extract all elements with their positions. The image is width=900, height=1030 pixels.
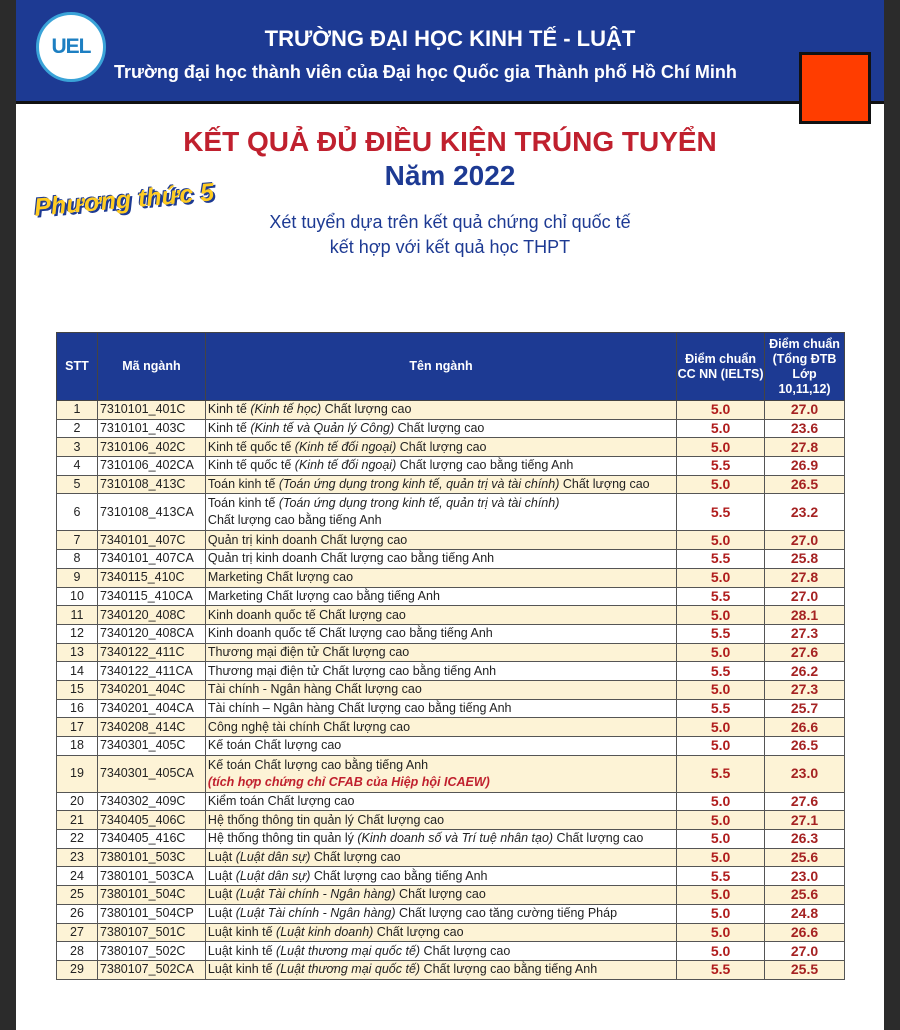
program-name-part: (Luật Tài chính - Ngân hàng) xyxy=(235,906,396,921)
program-name-part: Luật kinh tế xyxy=(207,943,277,958)
table-row xyxy=(57,662,845,681)
row-program-name xyxy=(205,942,676,961)
orange-square-marker xyxy=(799,52,871,124)
program-name-part: Quản trị kinh doanh Chất lượng cao xyxy=(207,532,408,547)
program-name-part: Kế toán Chất lượng cao bằng tiếng Anh xyxy=(207,757,429,772)
row-code: 7380107_501C xyxy=(97,923,205,942)
row-program-name xyxy=(205,718,676,737)
row-program-name xyxy=(205,662,676,681)
row-stt: 23 xyxy=(57,848,98,867)
row-gpa-score: 24.8 xyxy=(765,904,845,923)
program-name-part: Quản trị kinh doanh Chất lượng cao bằng tiếng Anh xyxy=(207,551,495,566)
row-gpa-score: 27.3 xyxy=(765,680,845,699)
table-row xyxy=(57,904,845,923)
program-name-part: Chất lượng cao bằng tiếng Anh xyxy=(207,513,382,528)
row-code: 7380107_502C xyxy=(97,942,205,961)
row-gpa-score: 26.5 xyxy=(765,737,845,756)
row-gpa-score: 23.0 xyxy=(765,867,845,886)
program-name-part: Toán kinh tế xyxy=(207,477,279,492)
row-code: 7310108_413C xyxy=(97,475,205,494)
table-header-row xyxy=(57,333,845,401)
row-code: 7340115_410C xyxy=(97,568,205,587)
row-gpa-score: 25.5 xyxy=(765,960,845,979)
row-gpa-score: 25.7 xyxy=(765,699,845,718)
row-code: 7380101_503CA xyxy=(97,867,205,886)
program-name-part: Chất lượng cao bằng tiếng Anh xyxy=(396,458,574,473)
row-gpa-score: 23.0 xyxy=(765,755,845,792)
program-name-part: Hệ thống thông tin quản lý xyxy=(207,831,358,846)
row-ielts-score: 5.0 xyxy=(677,438,765,457)
row-code: 7340301_405C xyxy=(97,737,205,756)
page-title: KẾT QUẢ ĐỦ ĐIỀU KIỆN TRÚNG TUYỂN xyxy=(183,126,717,157)
program-name-part: Toán kinh tế xyxy=(207,496,279,511)
row-code: 7380107_502CA xyxy=(97,960,205,979)
program-name-part: Thương mại điện tử Chất lượng cao xyxy=(207,644,410,659)
program-name-part: (Kinh tế đối ngoại) xyxy=(294,458,397,473)
row-stt: 6 xyxy=(57,494,98,531)
row-gpa-score: 23.6 xyxy=(765,419,845,438)
row-ielts-score: 5.5 xyxy=(677,587,765,606)
program-name-part: (Toán ứng dụng trong kinh tế, quản trị và tài chính) xyxy=(278,496,560,511)
row-gpa-score: 25.6 xyxy=(765,848,845,867)
program-name-part: Kiểm toán Chất lượng cao xyxy=(207,794,355,809)
row-program-name xyxy=(205,643,676,662)
row-program-name xyxy=(205,680,676,699)
table-row xyxy=(57,550,845,569)
row-ielts-score: 5.0 xyxy=(677,568,765,587)
row-program-name xyxy=(205,737,676,756)
row-ielts-score: 5.5 xyxy=(677,624,765,643)
row-code: 7340101_407C xyxy=(97,531,205,550)
row-program-name xyxy=(205,848,676,867)
row-stt: 25 xyxy=(57,886,98,905)
row-ielts-score: 5.5 xyxy=(677,662,765,681)
table-row xyxy=(57,457,845,476)
row-stt: 8 xyxy=(57,550,98,569)
row-gpa-score: 27.0 xyxy=(765,942,845,961)
row-program-name xyxy=(205,457,676,476)
table-row xyxy=(57,755,845,792)
row-stt: 22 xyxy=(57,830,98,849)
table-row xyxy=(57,531,845,550)
program-name-part: Hệ thống thông tin quản lý Chất lượng cao xyxy=(207,812,445,827)
program-name-part: Luật xyxy=(207,868,236,883)
table-row xyxy=(57,475,845,494)
row-ielts-score: 5.0 xyxy=(677,904,765,923)
row-program-name xyxy=(205,568,676,587)
row-code: 7380101_503C xyxy=(97,848,205,867)
row-stt: 27 xyxy=(57,923,98,942)
row-ielts-score: 5.5 xyxy=(677,755,765,792)
row-stt: 1 xyxy=(57,401,98,420)
program-name-part: (Luật dân sự) xyxy=(235,868,311,883)
row-program-name xyxy=(205,867,676,886)
program-name-part: (Kinh doanh số và Trí tuệ nhân tạo) xyxy=(357,831,554,846)
program-name-part: Công nghệ tài chính Chất lượng cao xyxy=(207,719,411,734)
row-stt: 24 xyxy=(57,867,98,886)
row-ielts-score: 5.0 xyxy=(677,718,765,737)
university-header xyxy=(16,0,884,104)
table-row xyxy=(57,737,845,756)
row-stt: 10 xyxy=(57,587,98,606)
program-name-part: Chất lượng cao xyxy=(396,439,487,454)
table-row xyxy=(57,401,845,420)
row-gpa-score: 27.8 xyxy=(765,568,845,587)
program-name-part: Luật kinh tế xyxy=(207,924,277,939)
program-name-part: (Kinh tế và Quản lý Công) xyxy=(250,421,395,436)
row-program-name xyxy=(205,401,676,420)
row-gpa-score: 23.2 xyxy=(765,494,845,531)
row-stt: 2 xyxy=(57,419,98,438)
program-name-part: Luật xyxy=(207,906,236,921)
row-ielts-score: 5.5 xyxy=(677,867,765,886)
row-gpa-score: 26.6 xyxy=(765,718,845,737)
table-row xyxy=(57,606,845,625)
program-name-part: (Toán ứng dụng trong kinh tế, quản trị và tài chính) xyxy=(278,477,560,492)
logo-text: UEL xyxy=(51,35,91,58)
program-name-part: (Luật thương mại quốc tế) xyxy=(276,962,421,977)
header-gpa: Điểm chuẩn (Tổng ĐTB Lớp 10,11,12) xyxy=(765,333,845,401)
row-ielts-score: 5.0 xyxy=(677,942,765,961)
program-name-part: Luật xyxy=(207,850,236,865)
row-program-name xyxy=(205,624,676,643)
program-name-part: Chất lượng cao xyxy=(559,477,650,492)
row-program-name xyxy=(205,475,676,494)
row-stt: 20 xyxy=(57,792,98,811)
table-row xyxy=(57,419,845,438)
table-row xyxy=(57,960,845,979)
program-name-part: Thương mại điện tử Chất lượng cao bằng tiếng Anh xyxy=(207,663,497,678)
table-row xyxy=(57,923,845,942)
row-ielts-score: 5.0 xyxy=(677,531,765,550)
row-ielts-score: 5.0 xyxy=(677,680,765,699)
program-name-part: Luật kinh tế xyxy=(207,962,277,977)
method-badge: Phương thức 5 xyxy=(33,178,216,222)
row-program-name xyxy=(205,904,676,923)
year-label: Năm 2022 xyxy=(384,160,516,191)
row-program-name xyxy=(205,755,676,792)
program-name-part: Chất lượng cao xyxy=(395,887,486,902)
row-ielts-score: 5.0 xyxy=(677,737,765,756)
row-program-name xyxy=(205,531,676,550)
program-name-part: Chất lượng cao xyxy=(310,850,401,865)
row-ielts-score: 5.0 xyxy=(677,401,765,420)
document-page xyxy=(16,0,884,1030)
row-program-name xyxy=(205,960,676,979)
row-ielts-score: 5.5 xyxy=(677,550,765,569)
row-gpa-score: 26.2 xyxy=(765,662,845,681)
table-row xyxy=(57,699,845,718)
row-stt: 5 xyxy=(57,475,98,494)
row-code: 7340405_416C xyxy=(97,830,205,849)
row-gpa-score: 26.3 xyxy=(765,830,845,849)
table-row xyxy=(57,624,845,643)
row-stt: 12 xyxy=(57,624,98,643)
program-name-part: (Kinh tế học) xyxy=(250,402,322,417)
row-program-name xyxy=(205,587,676,606)
row-code: 7310106_402CA xyxy=(97,457,205,476)
row-stt: 7 xyxy=(57,531,98,550)
table-row xyxy=(57,568,845,587)
row-ielts-score: 5.0 xyxy=(677,475,765,494)
header-stt: STT xyxy=(57,333,98,401)
row-ielts-score: 5.0 xyxy=(677,886,765,905)
row-program-name xyxy=(205,792,676,811)
program-name-part: (Luật thương mại quốc tế) xyxy=(276,943,421,958)
header-name: Tên ngành xyxy=(205,333,676,401)
table-row xyxy=(57,848,845,867)
row-program-name xyxy=(205,811,676,830)
row-stt: 3 xyxy=(57,438,98,457)
row-gpa-score: 26.9 xyxy=(765,457,845,476)
table-row xyxy=(57,718,845,737)
row-program-name xyxy=(205,699,676,718)
university-name: TRƯỜNG ĐẠI HỌC KINH TẾ - LUẬT xyxy=(264,26,636,51)
row-program-name xyxy=(205,419,676,438)
row-code: 7340201_404CA xyxy=(97,699,205,718)
row-gpa-score: 27.0 xyxy=(765,587,845,606)
table-row xyxy=(57,792,845,811)
row-stt: 9 xyxy=(57,568,98,587)
row-code: 7340115_410CA xyxy=(97,587,205,606)
program-name-part: Chất lượng cao xyxy=(553,831,644,846)
row-stt: 15 xyxy=(57,680,98,699)
row-gpa-score: 25.8 xyxy=(765,550,845,569)
row-stt: 13 xyxy=(57,643,98,662)
row-gpa-score: 27.1 xyxy=(765,811,845,830)
description-line-1: Xét tuyển dựa trên kết quả chứng chỉ quốc tế xyxy=(269,212,631,232)
program-name-part: Kinh tế xyxy=(207,421,251,436)
row-program-name xyxy=(205,550,676,569)
row-ielts-score: 5.5 xyxy=(677,494,765,531)
table-row xyxy=(57,494,845,531)
program-name-part: Kinh tế quốc tế xyxy=(207,458,295,473)
program-name-part: Kế toán Chất lượng cao xyxy=(207,738,342,753)
table-row xyxy=(57,942,845,961)
row-code: 7310101_401C xyxy=(97,401,205,420)
row-code: 7340122_411C xyxy=(97,643,205,662)
program-name-part: Chất lượng cao bằng tiếng Anh xyxy=(420,962,598,977)
row-gpa-score: 27.6 xyxy=(765,792,845,811)
row-stt: 21 xyxy=(57,811,98,830)
program-name-part: Kinh tế quốc tế xyxy=(207,439,295,454)
row-code: 7310108_413CA xyxy=(97,494,205,531)
row-ielts-score: 5.0 xyxy=(677,606,765,625)
table-row xyxy=(57,886,845,905)
row-code: 7340122_411CA xyxy=(97,662,205,681)
row-program-name xyxy=(205,438,676,457)
row-ielts-score: 5.0 xyxy=(677,923,765,942)
row-gpa-score: 27.3 xyxy=(765,624,845,643)
row-stt: 17 xyxy=(57,718,98,737)
row-gpa-score: 27.6 xyxy=(765,643,845,662)
row-stt: 29 xyxy=(57,960,98,979)
program-name-part: (Luật kinh doanh) xyxy=(276,924,374,939)
row-gpa-score: 25.6 xyxy=(765,886,845,905)
description-line-2: kết hợp với kết quả học THPT xyxy=(329,237,571,257)
row-code: 7340201_404C xyxy=(97,680,205,699)
table-row xyxy=(57,867,845,886)
row-ielts-score: 5.0 xyxy=(677,643,765,662)
row-code: 7340101_407CA xyxy=(97,550,205,569)
table-row xyxy=(57,438,845,457)
header-code: Mã ngành xyxy=(97,333,205,401)
row-code: 7340301_405CA xyxy=(97,755,205,792)
row-stt: 14 xyxy=(57,662,98,681)
results-table xyxy=(56,332,845,980)
row-code: 7380101_504C xyxy=(97,886,205,905)
program-name-part: Tài chính - Ngân hàng Chất lượng cao xyxy=(207,682,422,697)
row-code: 7340405_406C xyxy=(97,811,205,830)
row-gpa-score: 26.5 xyxy=(765,475,845,494)
row-program-name xyxy=(205,494,676,531)
row-ielts-score: 5.0 xyxy=(677,848,765,867)
row-stt: 4 xyxy=(57,457,98,476)
row-code: 7310106_402C xyxy=(97,438,205,457)
program-name-part: Luật xyxy=(207,887,236,902)
row-code: 7340302_409C xyxy=(97,792,205,811)
row-ielts-score: 5.5 xyxy=(677,699,765,718)
program-name-part: (Luật Tài chính - Ngân hàng) xyxy=(235,887,396,902)
row-stt: 26 xyxy=(57,904,98,923)
row-stt: 28 xyxy=(57,942,98,961)
header-ielts: Điểm chuẩn CC NN (IELTS) xyxy=(677,333,765,401)
row-program-name xyxy=(205,830,676,849)
row-program-name xyxy=(205,606,676,625)
program-name-part: Chất lượng cao bằng tiếng Anh xyxy=(310,868,488,883)
row-stt: 19 xyxy=(57,755,98,792)
row-gpa-score: 27.0 xyxy=(765,531,845,550)
program-name-part: (Luật dân sự) xyxy=(235,850,311,865)
row-ielts-score: 5.5 xyxy=(677,457,765,476)
program-name-part: Kinh doanh quốc tế Chất lượng cao bằng tiếng Anh xyxy=(207,626,493,641)
row-gpa-score: 26.6 xyxy=(765,923,845,942)
table-row xyxy=(57,680,845,699)
row-ielts-score: 5.0 xyxy=(677,792,765,811)
row-ielts-score: 5.0 xyxy=(677,830,765,849)
program-name-part: Chất lượng cao tăng cường tiếng Pháp xyxy=(395,906,618,921)
program-name-part: Kinh tế xyxy=(207,402,251,417)
program-name-part: Chất lượng cao xyxy=(420,943,511,958)
table-row xyxy=(57,643,845,662)
table-row xyxy=(57,587,845,606)
row-ielts-score: 5.5 xyxy=(677,960,765,979)
program-name-part: Marketing Chất lượng cao bằng tiếng Anh xyxy=(207,588,440,603)
row-stt: 11 xyxy=(57,606,98,625)
row-program-name xyxy=(205,886,676,905)
row-code: 7310101_403C xyxy=(97,419,205,438)
program-name-part: (Kinh tế đối ngoại) xyxy=(294,439,397,454)
program-name-part: Chất lượng cao xyxy=(373,924,464,939)
row-code: 7340120_408C xyxy=(97,606,205,625)
row-gpa-score: 27.0 xyxy=(765,401,845,420)
program-name-part: Kinh doanh quốc tế Chất lượng cao xyxy=(207,607,406,622)
row-code: 7340120_408CA xyxy=(97,624,205,643)
table-row xyxy=(57,811,845,830)
row-program-name xyxy=(205,923,676,942)
row-gpa-score: 27.8 xyxy=(765,438,845,457)
row-ielts-score: 5.0 xyxy=(677,419,765,438)
row-code: 7380101_504CP xyxy=(97,904,205,923)
table-row xyxy=(57,830,845,849)
row-gpa-score: 28.1 xyxy=(765,606,845,625)
row-stt: 16 xyxy=(57,699,98,718)
program-name-part: Marketing Chất lượng cao xyxy=(207,570,354,585)
row-code: 7340208_414C xyxy=(97,718,205,737)
program-name-part: (tích hợp chứng chỉ CFAB của Hiệp hội ICAEW) xyxy=(207,774,490,789)
row-ielts-score: 5.0 xyxy=(677,811,765,830)
program-name-part: Tài chính – Ngân hàng Chất lượng cao bằng tiếng Anh xyxy=(207,700,512,715)
university-subtitle: Trường đại học thành viên của Đại học Quốc gia Thành phố Hồ Chí Minh xyxy=(114,62,737,82)
program-name-part: Chất lượng cao xyxy=(321,402,412,417)
row-stt: 18 xyxy=(57,737,98,756)
program-name-part: Chất lượng cao xyxy=(394,421,485,436)
